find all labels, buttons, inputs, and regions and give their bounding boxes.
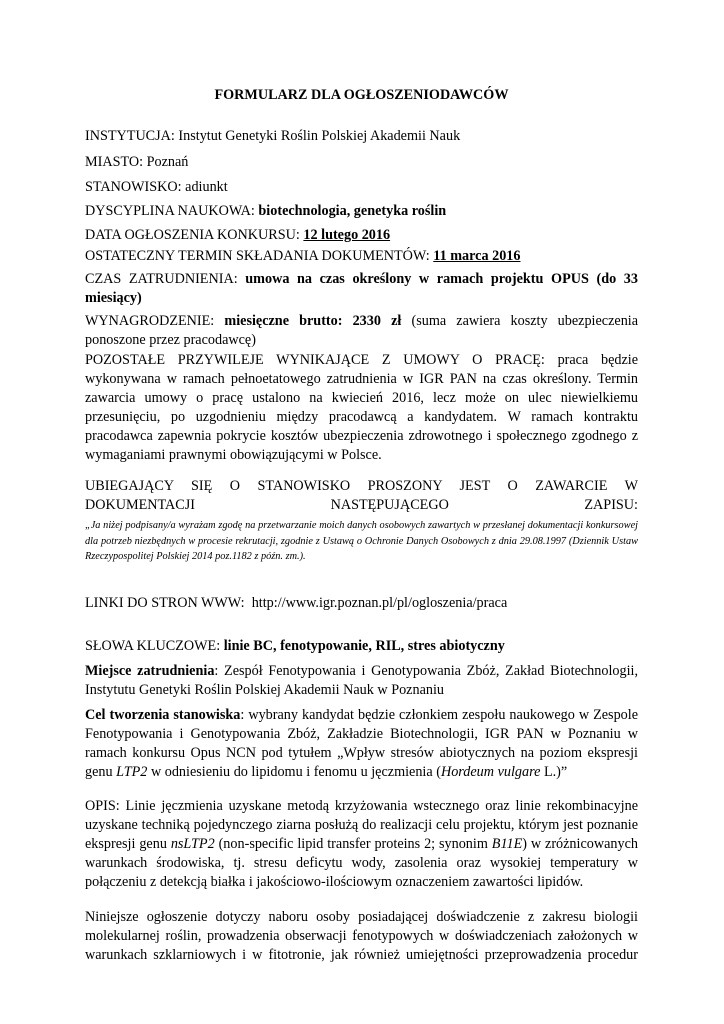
- goal-label: Cel tworzenia stanowiska: [85, 707, 241, 723]
- deadline-row: [85, 247, 638, 266]
- consent-quote: „Ja niżej podpisany/a wyrażam zgodę na przetwarzanie moich danych osobowych zawartych w przesłanej dokumentacji konkursowej dla potrzeb niezbędnych w procesie rekrutacji, zgodnie z Ustawą o Ochronie Danych Osobowych z dnia 29.08.1997 (Dziennik Ustaw Rzeczypospolitej Polskiej 2014 poz.1182 z późn. zm.).: [85, 520, 638, 562]
- links-url[interactable]: http://www.igr.poznan.pl/pl/ogloszenia/praca: [251, 595, 508, 611]
- keywords-row: [85, 637, 638, 656]
- salary-note: (suma zawiera koszty ubezpieczenia ponoszone przez pracodawcę): [85, 313, 639, 348]
- page-title: FORMULARZ DLA OGŁOSZENIODAWCÓW: [214, 87, 509, 103]
- employment-value: umowa na czas określony w ramach projektu OPUS (do 33 miesiący): [85, 271, 638, 306]
- position-value: adiunkt: [185, 179, 228, 195]
- institution-row: [85, 127, 638, 146]
- employment-label: CZAS ZATRUDNIENIA:: [85, 271, 238, 287]
- keywords-value: linie BC, fenotypowanie, RIL, stres abiotyczny: [223, 638, 505, 654]
- workplace-text: : Zespół Fenotypowania i Genotypowania Zbóż, Zakład Biotechnologii, Instytutu Genetyki Roślin Polskiej Akademii Nauk w Poznaniu: [85, 663, 639, 698]
- description-text-2: (non-specific lipid transfer proteins 2; synonim: [214, 836, 492, 852]
- city-label: MIASTO:: [85, 154, 144, 170]
- deadline-value: 11 marca 2016: [433, 248, 521, 264]
- privileges-label: POZOSTAŁE PRZYWILEJE WYNIKAJĄCE Z UMOWY O PRACĘ:: [85, 352, 545, 368]
- goal-species: Hordeum vulgare: [440, 764, 541, 780]
- links-row: [85, 594, 638, 613]
- workplace-label: Miejsce zatrudnienia: [85, 663, 215, 679]
- goal-text-3: L.)”: [540, 764, 568, 780]
- discipline-value: biotechnologia, genetyka roślin: [258, 203, 447, 219]
- employment-row: [85, 270, 638, 308]
- final-paragraph: Niniejsze ogłoszenie dotyczy naboru osoby posiadającej doświadczenie z zakresu biologii molekularnej roślin, prowadzenia obserwacji fenotypowych w doświadczeniach założonych w warunkach szklarniowych i w fitotronie, jak również umiejętności przeprowadzenia procedur: [85, 909, 638, 963]
- city-value: Poznań: [146, 154, 189, 170]
- announce-date-value: 12 lutego 2016: [303, 227, 391, 243]
- city-row: [85, 153, 638, 172]
- goal-text-2: w odniesieniu do lipidomu i fenomu u jęczmienia (: [147, 764, 441, 780]
- goal-paragraph: [85, 706, 638, 782]
- discipline-row: [85, 202, 638, 221]
- announce-date-row: [85, 226, 638, 245]
- keywords-label: SŁOWA KLUCZOWE:: [85, 638, 221, 654]
- links-label: LINKI DO STRON WWW:: [85, 595, 245, 611]
- description-synonym: B11E: [491, 836, 523, 852]
- applicant-note: UBIEGAJĄCY SIĘ O STANOWISKO PROSZONY JEST O ZAWARCIE W DOKUMENTACJI NASTĘPUJĄCEGO ZAPISU:: [85, 478, 638, 513]
- position-row: [85, 178, 638, 197]
- deadline-label: OSTATECZNY TERMIN SKŁADANIA DOKUMENTÓW:: [85, 248, 430, 264]
- position-label: STANOWISKO:: [85, 179, 182, 195]
- description-gene: nsLTP2: [170, 836, 215, 852]
- description-label: OPIS:: [85, 798, 120, 814]
- goal-text-1: : wybrany kandydat będzie członkiem zespołu naukowego w Zespole Fenotypowania i Genotypowania Zbóż, Zakładzie Biotechnologii, IGR PAN w Poznaniu w ramach konkursu Opus NCN pod tytułem „Wpływ stresów abiotycznych na poziom ekspresji genu: [85, 707, 638, 780]
- description-text-1: Linie jęczmienia uzyskane metodą krzyżowania wstecznego oraz linie rekombinacyjne uzyskane techniką pojedynczego ziarna posłużą do realizacji celu projektu, którym jest poznanie ekspresji genu: [85, 798, 638, 852]
- salary-row: [85, 312, 638, 350]
- salary-value: miesięczne brutto: 2330 zł: [224, 313, 402, 329]
- announce-date-label: DATA OGŁOSZENIA KONKURSU:: [85, 227, 300, 243]
- salary-label: WYNAGRODZENIE:: [85, 313, 215, 329]
- goal-gene: LTP2: [116, 764, 148, 780]
- privileges-paragraph: [85, 351, 638, 465]
- description-paragraph: [85, 797, 638, 892]
- description-text-3: ) w zróżnicowanych warunkach środowiska, tj. stresu deficytu wody, zasolenia oraz wysokiej temperatury w połączeniu z detekcją białka i jakościowo-ilościowym oznaczeniem zawartości lipidów.: [85, 836, 638, 890]
- workplace-paragraph: [85, 662, 638, 700]
- privileges-text: praca będzie wykonywana w ramach pełnoetatowego zatrudnienia w IGR PAN na czas określony. Termin zawarcia umowy o pracę ustalono na kwiecień 2016, lecz może on ulec niewielkiemu przesunięciu, po uzgodnieniu między pracodawcą a kandydatem. W ramach kontraktu pracodawca zapewnia pokrycie kosztów ubezpieczenia zdrowotnego i społecznego zgodnego z wymaganiami prawnymi obowiązującymi w Polsce.: [85, 352, 639, 463]
- institution-label: INSTYTUCJA:: [85, 128, 175, 144]
- institution-value: Instytut Genetyki Roślin Polskiej Akademii Nauk: [178, 128, 461, 144]
- discipline-label: DYSCYPLINA NAUKOWA:: [85, 203, 255, 219]
